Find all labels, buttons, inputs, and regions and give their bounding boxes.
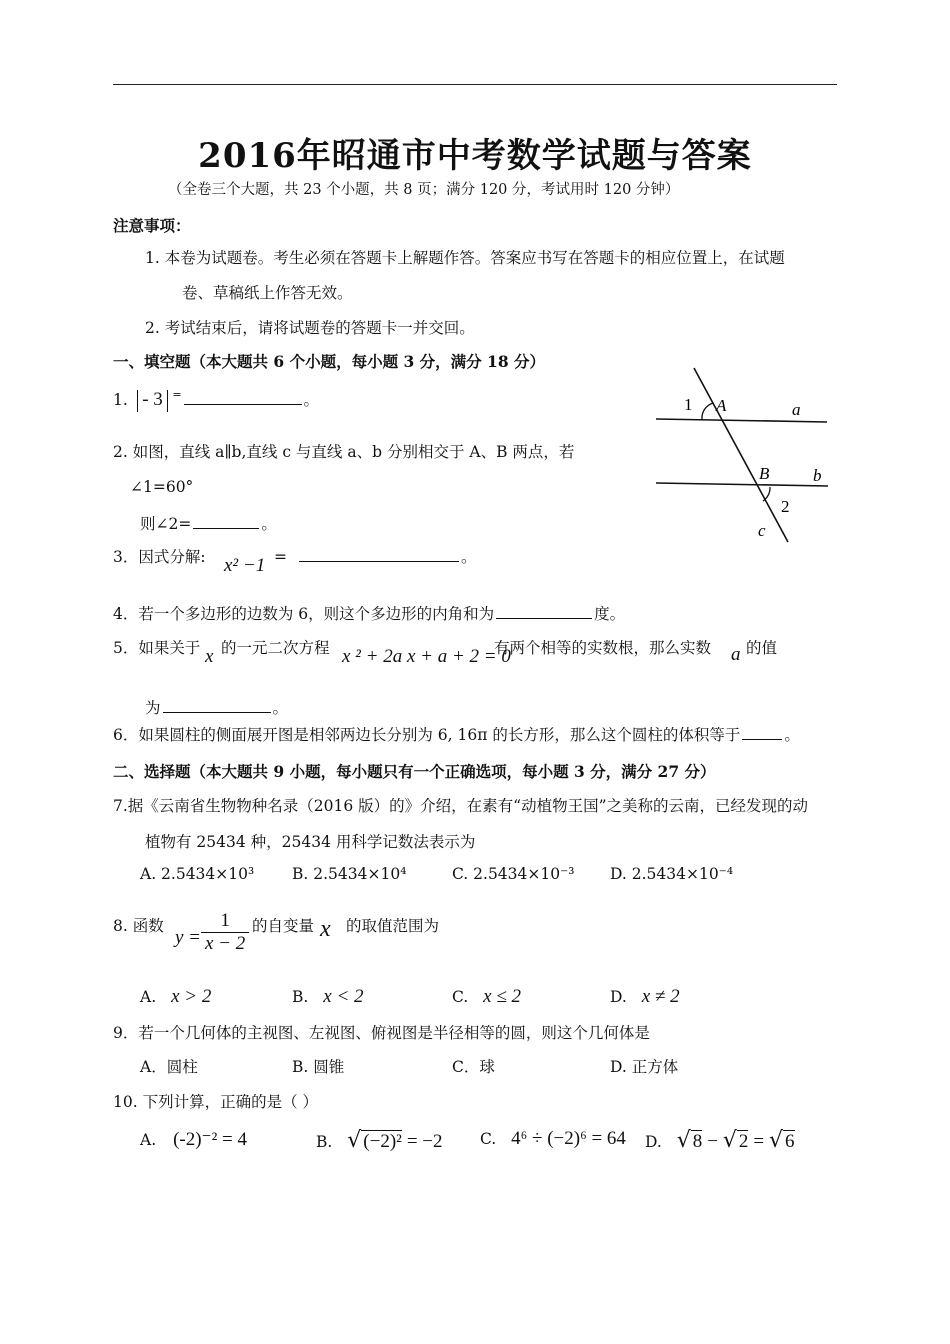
notice-item-1-cont: 卷、草稿纸上作答无效。 <box>182 284 353 302</box>
abs-bar-left <box>137 390 139 412</box>
q10-option-b-radicand: (−2)² <box>363 1131 402 1152</box>
q9-option-d[interactable]: D. 正方体 <box>610 1058 679 1076</box>
q8-option-a-value: x > 2 <box>171 986 212 1007</box>
q8-option-b-value: x < 2 <box>323 986 364 1007</box>
parallel-lines-figure <box>650 365 840 550</box>
notice-item-1: 1. 本卷为试题卷。考生必须在答题卡上解题作答。答案应书写在答题卡的相应位置上，在试题 <box>145 249 785 267</box>
q5-prompt: 5．如果关于 <box>113 639 201 657</box>
figure-label-A: A <box>716 396 727 415</box>
q8-option-b[interactable] <box>292 986 364 1008</box>
q5-end: 。 <box>272 699 289 717</box>
q1-end: 。 <box>303 391 320 409</box>
q1-abs-value: - 3 <box>142 389 163 410</box>
page-title: 2016年昭通市中考数学试题与答案 <box>198 136 752 176</box>
q10-option-a-value: (-2)⁻² = 4 <box>173 1129 247 1150</box>
abs-bar-right <box>167 390 169 412</box>
q8-fraction-numerator: 1 <box>201 910 249 933</box>
figure-label-2: 2 <box>781 497 790 516</box>
question-1 <box>113 388 319 412</box>
section-2-heading: 二、选择题（本大题共 9 小题，每小题只有一个正确选项，每小题 3 分，满分 27 分） <box>113 762 716 781</box>
figure-label-c: c <box>758 521 766 540</box>
q10-option-b[interactable] <box>316 1128 443 1153</box>
q8-fraction-denominator: x − 2 <box>205 933 246 954</box>
q2-prompt: 则∠2= <box>140 515 192 533</box>
section-1-heading: 一、填空题（本大题共 6 个小题，每小题 3 分，满分 18 分） <box>113 352 546 371</box>
q10-option-a[interactable] <box>140 1128 247 1151</box>
figure-label-B: B <box>759 464 770 483</box>
q5-middle-text: 的一元二次方程 <box>221 639 330 657</box>
q4-prompt: 4．若一个多边形的边数为 6，则这个多边形的内角和为 <box>113 605 495 623</box>
q8-post-text: 的取值范围为 <box>346 917 440 935</box>
exam-info: （全卷三个大题，共 23 个小题，共 8 页；满分 120 分，考试用时 120 分钟） <box>168 182 680 198</box>
q3-prompt: 3．因式分解: <box>113 548 206 566</box>
notice-item-2: 2. 考试结束后，请将试题卷的答题卡一并交回。 <box>145 319 475 337</box>
q6-end: 。 <box>784 726 800 744</box>
q7-option-d[interactable]: D. 2.5434×10⁻⁴ <box>610 865 734 883</box>
q8-prompt: 8. 函数 <box>113 917 164 935</box>
q7-option-a[interactable]: A. 2.5434×10³ <box>140 865 255 883</box>
question-3 <box>113 545 206 567</box>
q5-line2-prompt: 为 <box>145 699 161 717</box>
question-4 <box>113 602 625 624</box>
q10-option-d-label: D. <box>645 1133 662 1151</box>
notice-heading: 注意事项： <box>113 216 191 235</box>
q5-line-2 <box>145 696 288 718</box>
header-rule <box>113 84 837 85</box>
q5-var-x: x <box>205 646 214 667</box>
sqrt-symbol: √ <box>347 1128 362 1153</box>
q2-end: 。 <box>261 515 277 533</box>
q2-answer-blank[interactable] <box>193 514 259 529</box>
q8-option-c[interactable] <box>452 986 521 1008</box>
q10-option-b-label: B. <box>316 1133 333 1151</box>
q8-option-a-label: A. <box>140 988 157 1006</box>
question-7-line-1: 7.据《云南省生物物种名录（2016 版）的》介绍，在素有“动植物王国”之美称的云南，已经发现的动 <box>113 797 809 815</box>
q10-option-d[interactable] <box>645 1128 795 1153</box>
q3-end: 。 <box>461 548 477 566</box>
q3-answer-line <box>274 545 477 567</box>
q10-option-d-equals: = <box>753 1131 765 1152</box>
line-b <box>656 483 828 486</box>
q10-option-d-minus: − <box>707 1131 718 1152</box>
q8-option-a[interactable] <box>140 986 211 1008</box>
figure-label-a: a <box>792 400 801 419</box>
q8-option-d-label: D. <box>610 988 627 1006</box>
q8-option-c-label: C. <box>452 988 469 1006</box>
q10-option-c[interactable] <box>480 1128 626 1150</box>
question-6 <box>113 723 800 745</box>
q5-var-a: a <box>731 644 741 665</box>
q10-option-c-label: C. <box>480 1130 497 1148</box>
q5-post-text: 有两个相等的实数根，那么实数 <box>494 639 712 657</box>
q3-answer-blank[interactable] <box>299 547 459 562</box>
q10-option-d-sqrt-6: 6 <box>785 1131 795 1152</box>
question-2-line-3 <box>140 512 277 534</box>
q8-fraction <box>201 910 249 955</box>
q3-expression: x² −1 <box>224 555 266 576</box>
q9-option-a[interactable]: A．圆柱 <box>140 1058 198 1076</box>
line-a <box>656 419 827 422</box>
q10-option-d-sqrt-8: 8 <box>692 1131 703 1152</box>
q8-option-b-label: B. <box>292 988 309 1006</box>
q7-option-b[interactable]: B. 2.5434×10⁴ <box>292 865 407 883</box>
q5-equation: x ² + 2a x + a + 2 = 0 <box>342 646 511 667</box>
q7-option-c[interactable]: C. 2.5434×10⁻³ <box>452 865 575 883</box>
question-10: 10. 下列计算，正确的是（ ） <box>113 1093 319 1111</box>
sqrt-symbol: √ <box>676 1128 691 1153</box>
q8-middle-text: 的自变量 <box>252 917 315 935</box>
q8-y-equals: y = <box>175 927 202 948</box>
line-c <box>694 368 788 542</box>
sqrt-symbol: √ <box>722 1128 737 1153</box>
q4-end: 度。 <box>594 605 626 623</box>
q10-option-b-result: = −2 <box>406 1131 443 1152</box>
question-7-line-2: 植物有 25434 种，25434 用科学记数法表示为 <box>145 833 476 851</box>
q10-option-c-value: 4⁶ ÷ (−2)⁶ = 64 <box>511 1128 626 1149</box>
q3-equals: = <box>274 548 287 566</box>
q10-option-d-sqrt-2: 2 <box>738 1131 749 1152</box>
q8-option-d-value: x ≠ 2 <box>641 986 680 1007</box>
q9-option-b[interactable]: B. 圆锥 <box>292 1058 345 1076</box>
q8-option-c-value: x ≤ 2 <box>483 986 522 1007</box>
q1-equals: = <box>172 388 182 401</box>
q8-var-x: x <box>320 916 331 942</box>
q4-answer-blank[interactable] <box>496 604 592 619</box>
question-9: 9．若一个几何体的主视图、左视图、俯视图是半径相等的圆，则这个几何体是 <box>113 1024 650 1042</box>
q6-answer-blank[interactable] <box>742 725 782 740</box>
question-2-line-2: ∠1=60° <box>130 478 194 496</box>
q5-tail: 的值 <box>746 639 778 657</box>
figure-label-1: 1 <box>684 395 693 414</box>
figure-label-b: b <box>813 466 822 485</box>
q6-text: 6．如果圆柱的侧面展开图是相邻两边长分别为 6, 16π 的长方形，那么这个圆柱的体积等于 <box>113 726 741 744</box>
q8-option-d[interactable] <box>610 986 680 1008</box>
angle-1-arc <box>702 403 713 420</box>
q1-number: 1. <box>113 391 128 409</box>
q1-answer-blank[interactable] <box>184 390 302 405</box>
sqrt-symbol: √ <box>769 1128 784 1153</box>
q10-option-a-label: A. <box>140 1131 157 1149</box>
q5-answer-blank[interactable] <box>163 698 271 713</box>
question-2-line-1: 2. 如图，直线 a∥b,直线 c 与直线 a、b 分别相交于 A、B 两点，若 <box>113 443 575 461</box>
q9-option-c[interactable]: C．球 <box>452 1058 495 1076</box>
